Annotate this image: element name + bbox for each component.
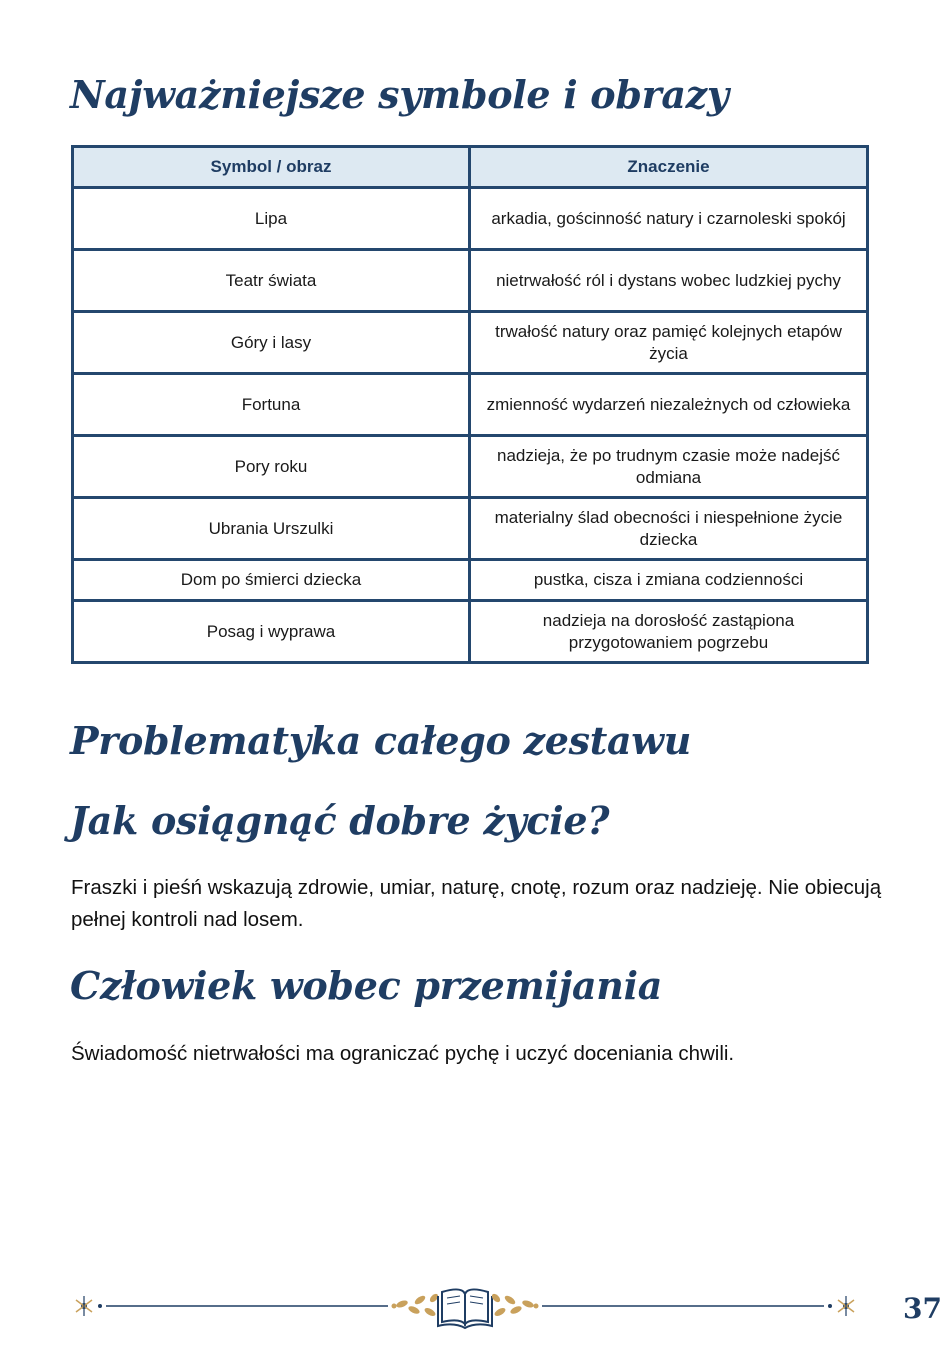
section-heading-passing: Człowiek wobec przemijania — [70, 963, 663, 1008]
table-row — [73, 188, 868, 250]
meaning-cell: arkadia, gościnność natury i czarnoleski spokój — [470, 188, 868, 250]
open-book-icon — [438, 1289, 492, 1328]
section-heading-symbols: Najważniejsze symbole i obrazy — [70, 72, 729, 117]
symbol-cell: Pory roku — [73, 436, 470, 498]
symbol-cell: Dom po śmierci dziecka — [73, 560, 470, 601]
symbol-cell: Ubrania Urszulki — [73, 498, 470, 560]
section-heading-problems: Problematyka całego zestawu — [70, 718, 692, 763]
table-row — [73, 436, 868, 498]
table-row — [73, 250, 868, 312]
symbol-cell: Góry i lasy — [73, 312, 470, 374]
right-laurel-icon — [490, 1292, 538, 1317]
table-header-row — [73, 147, 868, 188]
meaning-cell: nadzieja na dorosłość zastąpiona przygotowaniem pogrzebu — [470, 601, 868, 663]
page-number: 37 — [903, 1292, 942, 1325]
meaning-cell: zmienność wydarzeń niezależnych od człowieka — [470, 374, 868, 436]
table-row — [73, 498, 868, 560]
table-row — [73, 601, 868, 663]
meaning-cell: nadzieja, że po trudnym czasie może nadejść odmiana — [470, 436, 868, 498]
column-header-meaning: Znaczenie — [470, 147, 868, 188]
table-row — [73, 560, 868, 601]
left-flourish-icon — [76, 1296, 102, 1316]
symbol-cell: Teatr świata — [73, 250, 470, 312]
left-laurel-icon — [392, 1292, 440, 1317]
table-row — [73, 374, 868, 436]
section-heading-good-life: Jak osiągnąć dobre życie? — [70, 798, 610, 843]
column-header-symbol: Symbol / obraz — [73, 147, 470, 188]
symbol-cell: Fortuna — [73, 374, 470, 436]
footer-ornament — [70, 1280, 860, 1332]
symbols-table — [71, 145, 869, 664]
meaning-cell: nietrwałość ról i dystans wobec ludzkiej pychy — [470, 250, 868, 312]
symbol-cell: Posag i wyprawa — [73, 601, 470, 663]
paragraph-passing: Świadomość nietrwałości ma ograniczać pychę i uczyć doceniania chwili. — [71, 1042, 735, 1065]
paragraph-good-life: Fraszki i pieśń wskazują zdrowie, umiar, naturę, cnotę, rozum oraz nadzieję. Nie obiecują pełnej kontroli nad losem. — [71, 876, 882, 931]
right-flourish-icon — [828, 1296, 854, 1316]
meaning-cell: pustka, cisza i zmiana codzienności — [470, 560, 868, 601]
symbol-cell: Lipa — [73, 188, 470, 250]
meaning-cell: materialny ślad obecności i niespełnione życie dziecka — [470, 498, 868, 560]
meaning-cell: trwałość natury oraz pamięć kolejnych etapów życia — [470, 312, 868, 374]
table-row — [73, 312, 868, 374]
